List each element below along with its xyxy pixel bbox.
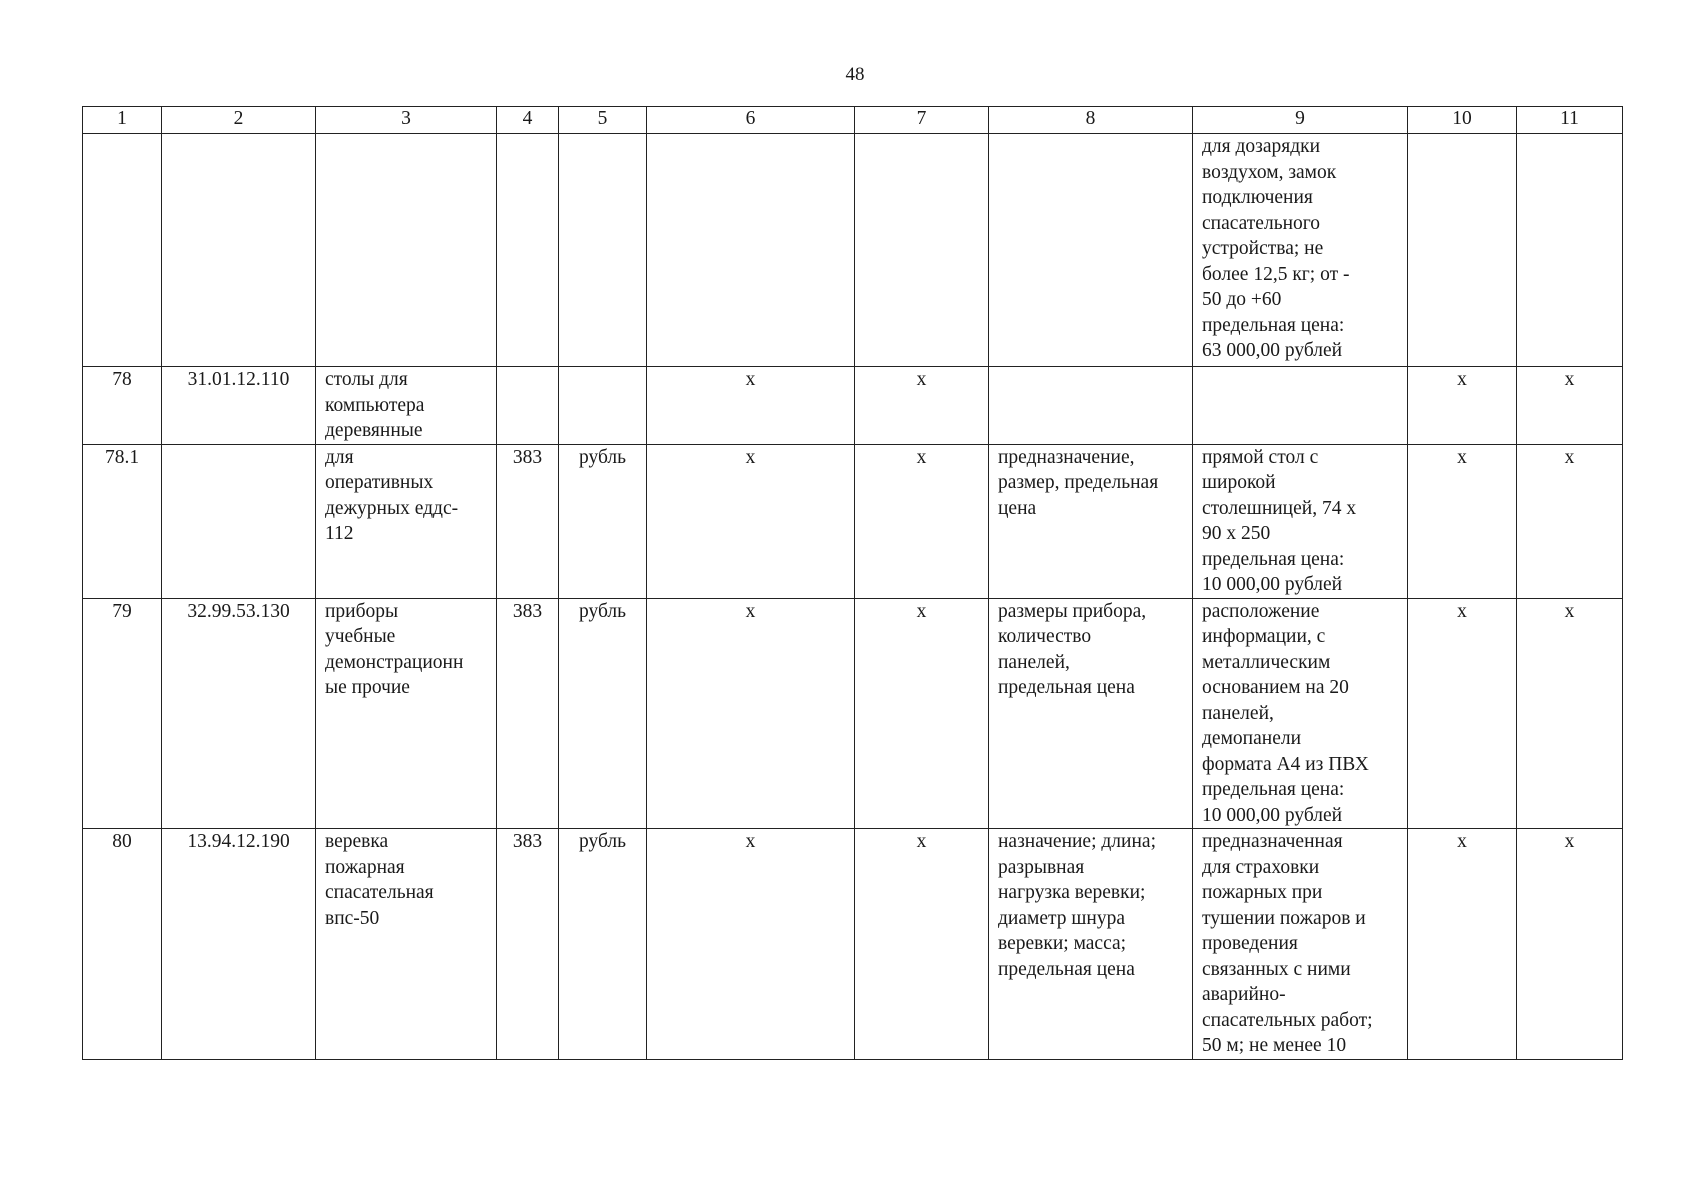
table-row-80 bbox=[83, 829, 1623, 1060]
row-number: 78.1 bbox=[83, 444, 162, 598]
table-row-78 bbox=[83, 367, 1623, 445]
col-11-value: х bbox=[1517, 367, 1623, 445]
row-number: 78 bbox=[83, 367, 162, 445]
header-col-9: 9 bbox=[1193, 107, 1408, 134]
okei-code bbox=[497, 134, 559, 367]
header-col-7: 7 bbox=[855, 107, 989, 134]
characteristic-values bbox=[1193, 367, 1408, 445]
characteristics: предназначение, размер, предельная цена bbox=[989, 444, 1193, 598]
okpd-code bbox=[162, 444, 316, 598]
page-number: 48 bbox=[845, 64, 865, 85]
okpd-code: 31.01.12.110 bbox=[162, 367, 316, 445]
table-row-continuation bbox=[83, 134, 1623, 367]
okpd-code bbox=[162, 134, 316, 367]
col-6-value: х bbox=[647, 444, 855, 598]
row-number bbox=[83, 134, 162, 367]
characteristics: размеры прибора, количество панелей, предельная цена bbox=[989, 598, 1193, 829]
okei-code: 383 bbox=[497, 444, 559, 598]
item-name: приборы учебные демонстрационн ые прочие bbox=[316, 598, 497, 829]
table-row-78-1 bbox=[83, 444, 1623, 598]
header-col-1: 1 bbox=[83, 107, 162, 134]
header-col-5: 5 bbox=[559, 107, 647, 134]
characteristic-values: прямой стол с широкой столешницей, 74 х 90 х 250 предельная цена: 10 000,00 рублей bbox=[1193, 444, 1408, 598]
characteristic-values: расположение информации, с металлическим основанием на 20 панелей, демопанели формата А4 из ПВХ предельная цена: 10 000,00 рублей bbox=[1193, 598, 1408, 829]
header-col-10: 10 bbox=[1408, 107, 1517, 134]
item-name: веревка пожарная спасательная впс-50 bbox=[316, 829, 497, 1060]
col-6-value: х bbox=[647, 367, 855, 445]
characteristics bbox=[989, 367, 1193, 445]
header-col-8: 8 bbox=[989, 107, 1193, 134]
okei-code: 383 bbox=[497, 829, 559, 1060]
unit-name bbox=[559, 134, 647, 367]
characteristics bbox=[989, 134, 1193, 367]
col-7-value bbox=[855, 134, 989, 367]
col-6-value: х bbox=[647, 598, 855, 829]
row-number: 80 bbox=[83, 829, 162, 1060]
col-11-value: х bbox=[1517, 598, 1623, 829]
col-10-value: х bbox=[1408, 829, 1517, 1060]
col-7-value: х bbox=[855, 444, 989, 598]
row-number: 79 bbox=[83, 598, 162, 829]
col-10-value bbox=[1408, 134, 1517, 367]
col-7-value: х bbox=[855, 829, 989, 1060]
specification-table bbox=[82, 106, 1623, 1060]
header-col-4: 4 bbox=[497, 107, 559, 134]
col-10-value: х bbox=[1408, 444, 1517, 598]
header-col-2: 2 bbox=[162, 107, 316, 134]
col-10-value: х bbox=[1408, 367, 1517, 445]
unit-name: рубль bbox=[559, 598, 647, 829]
col-11-value bbox=[1517, 134, 1623, 367]
col-6-value: х bbox=[647, 829, 855, 1060]
col-7-value: х bbox=[855, 367, 989, 445]
col-10-value: х bbox=[1408, 598, 1517, 829]
header-row bbox=[83, 107, 1623, 134]
characteristics: назначение; длина; разрывная нагрузка веревки; диаметр шнура веревки; масса; предельная цена bbox=[989, 829, 1193, 1060]
unit-name: рубль bbox=[559, 444, 647, 598]
characteristic-values: предназначенная для страховки пожарных при тушении пожаров и проведения связанных с ними аварийно- спасательных работ; 50 м; не менее 10 bbox=[1193, 829, 1408, 1060]
okei-code: 383 bbox=[497, 598, 559, 829]
item-name: столы для компьютера деревянные bbox=[316, 367, 497, 445]
item-name bbox=[316, 134, 497, 367]
unit-name bbox=[559, 367, 647, 445]
unit-name: рубль bbox=[559, 829, 647, 1060]
okpd-code: 32.99.53.130 bbox=[162, 598, 316, 829]
col-7-value: х bbox=[855, 598, 989, 829]
table-row-79 bbox=[83, 598, 1623, 829]
header-col-3: 3 bbox=[316, 107, 497, 134]
col-11-value: х bbox=[1517, 829, 1623, 1060]
okpd-code: 13.94.12.190 bbox=[162, 829, 316, 1060]
header-col-11: 11 bbox=[1517, 107, 1623, 134]
item-name: для оперативных дежурных еддс- 112 bbox=[316, 444, 497, 598]
okei-code bbox=[497, 367, 559, 445]
characteristic-values: для дозарядки воздухом, замок подключения спасательного устройства; не более 12,5 кг; от - 50 до +60 предельная цена: 63 000,00 рублей bbox=[1193, 134, 1408, 367]
header-col-6: 6 bbox=[647, 107, 855, 134]
col-6-value bbox=[647, 134, 855, 367]
col-11-value: х bbox=[1517, 444, 1623, 598]
